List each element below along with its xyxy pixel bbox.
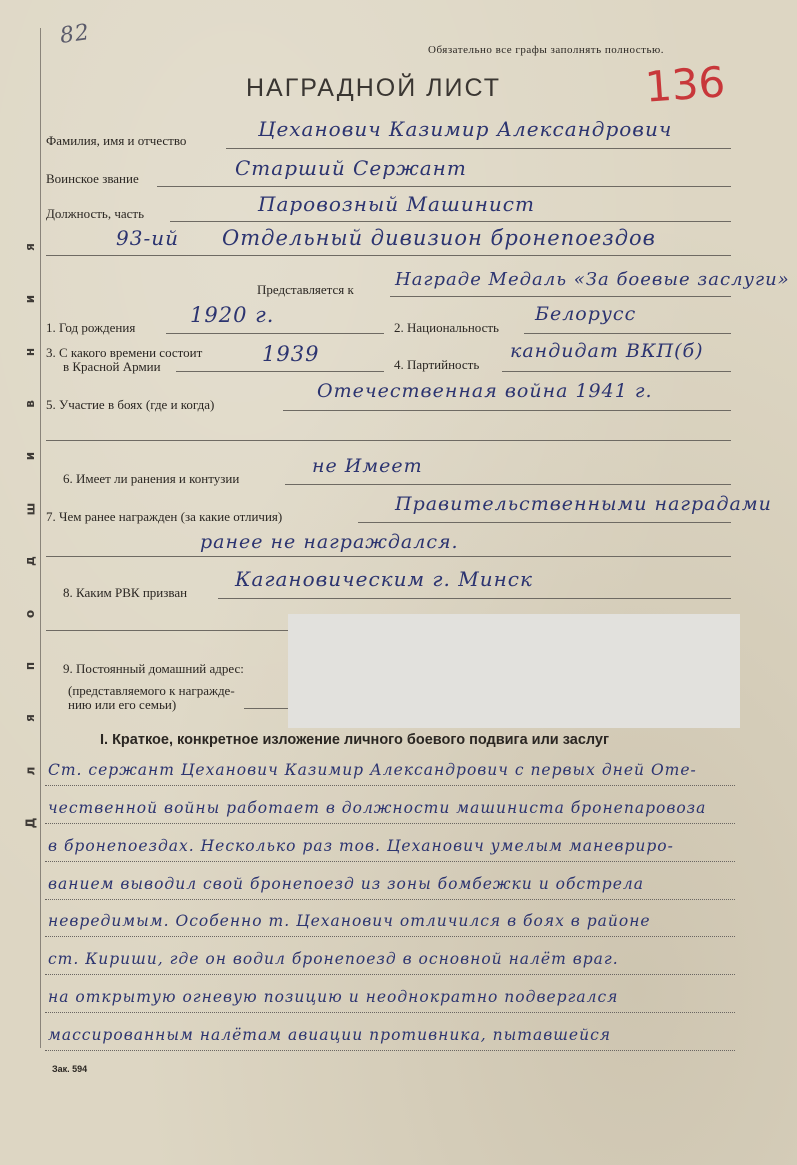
narrative-line-8: массированным налётам авиации противника, пытавшейся bbox=[48, 1026, 612, 1044]
unit-value: Отдельный дивизион бронепоездов bbox=[222, 226, 656, 250]
unit-prefix: 93-ий bbox=[116, 226, 179, 250]
address-sub-1: (представляемого к награжде- bbox=[68, 683, 235, 698]
wounds-label: 6. Имеет ли ранения и контузии bbox=[63, 471, 240, 486]
narrative-rule-5 bbox=[45, 936, 735, 937]
unit-line bbox=[46, 255, 731, 256]
corner-note: 82 bbox=[58, 20, 92, 49]
narrative-rule-7 bbox=[45, 1012, 735, 1013]
narrative-rule-6 bbox=[45, 974, 735, 975]
address-label: 9. Постоянный домашний адрес: bbox=[63, 661, 244, 676]
narrative-rule-3 bbox=[45, 861, 735, 862]
rank-line bbox=[157, 186, 731, 187]
battles-line bbox=[283, 410, 731, 411]
battles-line-2 bbox=[46, 440, 731, 441]
nominated-value: Награде Медаль «За боевые заслуги» bbox=[395, 269, 790, 290]
document-title: НАГРАДНОЙ ЛИСТ bbox=[246, 74, 501, 102]
since-label-2: в Красной Армии bbox=[63, 359, 161, 374]
narrative-rule-1 bbox=[45, 785, 735, 786]
awards-label: 7. Чем ранее награжден (за какие отличия) bbox=[46, 509, 283, 524]
section-heading: I. Краткое, конкретное изложение личного боевого подвига или заслуг bbox=[100, 732, 610, 748]
awards-value-1: Правительственными наградами bbox=[395, 493, 772, 515]
narrative-line-5: невредимым. Особенно т. Цеханович отличился в боях в районе bbox=[48, 912, 651, 930]
battles-label: 5. Участие в боях (где и когда) bbox=[46, 397, 215, 412]
fio-line bbox=[226, 148, 731, 149]
rank-value: Старший Сержант bbox=[235, 156, 467, 180]
awards-value-2: ранее не награждался. bbox=[200, 531, 459, 553]
rvk-value: Кагановическим г. Минск bbox=[235, 567, 533, 591]
nominated-line bbox=[390, 296, 731, 297]
instruction-text: Обязательно все графы заполнять полностью. bbox=[428, 44, 664, 56]
narrative-rule-8 bbox=[45, 1050, 735, 1051]
nationality-value: Белорусс bbox=[535, 303, 637, 325]
narrative-line-6: ст. Кириши, где он водил бронепоезд в основной налёт враг. bbox=[48, 950, 619, 968]
red-file-number: 136 bbox=[643, 57, 727, 112]
rvk-line-2 bbox=[46, 630, 288, 631]
since-value: 1939 bbox=[262, 342, 320, 366]
position-label: Должность, часть bbox=[46, 206, 145, 221]
narrative-rule-4 bbox=[45, 899, 735, 900]
fio-label: Фамилия, имя и отчество bbox=[46, 133, 187, 148]
party-label: 4. Партийность bbox=[394, 357, 480, 372]
wounds-line bbox=[285, 484, 731, 485]
side-vertical-label: я и н в и ш д о п я л Д bbox=[22, 243, 37, 829]
awards-line bbox=[358, 522, 731, 523]
party-value: кандидат ВКП(б) bbox=[510, 340, 704, 362]
nationality-label: 2. Национальность bbox=[394, 320, 499, 335]
nominated-label: Представляется к bbox=[257, 282, 354, 297]
address-sub-2: нию или его семьи) bbox=[68, 697, 177, 712]
redacted-area bbox=[288, 614, 740, 728]
since-line bbox=[176, 371, 384, 372]
since-label-1: 3. С какого времени состоит bbox=[46, 345, 203, 360]
fio-value: Цеханович Казимир Александрович bbox=[258, 117, 673, 141]
print-order-number: Зак. 594 bbox=[52, 1064, 88, 1074]
awards-line-2 bbox=[46, 556, 731, 557]
narrative-line-3: в бронепоездах. Несколько раз тов. Цеханович умелым маневриро- bbox=[48, 837, 674, 855]
narrative-rule-2 bbox=[45, 823, 735, 824]
battles-value: Отечественная война 1941 г. bbox=[317, 380, 653, 402]
narrative-line-2: чественной войны работает в должности машиниста бронепаровоза bbox=[48, 799, 707, 817]
party-line bbox=[502, 371, 731, 372]
wounds-value: не Имеет bbox=[312, 455, 423, 477]
rvk-label: 8. Каким РВК призван bbox=[63, 585, 188, 600]
rvk-line bbox=[218, 598, 731, 599]
rank-label: Воинское звание bbox=[46, 171, 139, 186]
narrative-line-7: на открытую огневую позицию и неоднократно подвергался bbox=[48, 988, 619, 1006]
birth-value: 1920 г. bbox=[190, 303, 275, 327]
birth-line bbox=[166, 333, 384, 334]
narrative-line-4: ванием выводил свой бронепоезд из зоны бомбежки и обстрела bbox=[48, 875, 644, 893]
position-value: Паровозный Машинист bbox=[258, 192, 535, 216]
position-line bbox=[170, 221, 731, 222]
narrative-line-1: Ст. сержант Цеханович Казимир Александрович с первых дней Оте- bbox=[48, 761, 697, 779]
birth-label: 1. Год рождения bbox=[46, 320, 136, 335]
address-line bbox=[244, 708, 288, 709]
nationality-line bbox=[524, 333, 731, 334]
